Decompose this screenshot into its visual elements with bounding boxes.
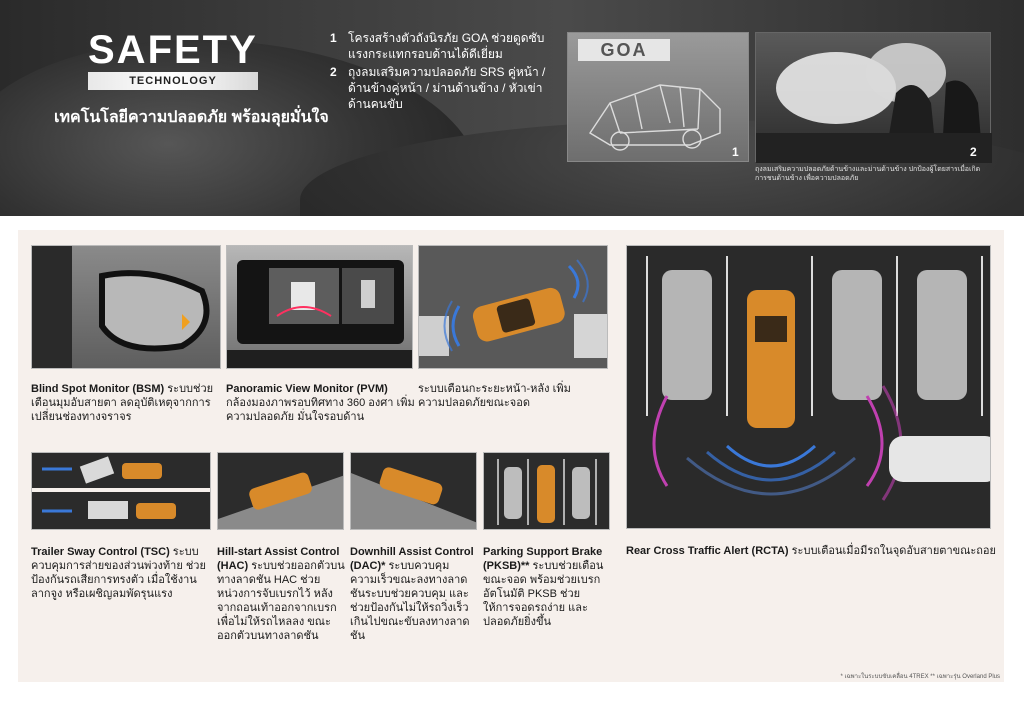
parking-brake-illustration (484, 453, 610, 530)
rcta-description: ระบบเตือนเมื่อมีรถในจุดอับสายตาขณะถอย (788, 545, 996, 557)
hac-description: ระบบช่วยออกตัวบนทางลาดชัน HAC ช่วยหน่วงการจับเบรกไว้ หลังจากถอนเท้าออกจากเบรก เพื่อไม่ให้รถไหลลง ขณะออกตัวบนทางลาดชัน (217, 560, 345, 642)
pvm-screen-image (226, 245, 413, 369)
trailer-sway-illustration (32, 453, 211, 530)
pksb-parking-image (483, 452, 610, 530)
pksb-description: ระบบช่วยเตือนขณะจอด พร้อมช่วยเบรกอัตโนมัติ PKSB ช่วยให้การจอดรถง่าย และปลอดภัยยิ่งขึ้น (483, 560, 604, 628)
goa-panel-number: 1 (732, 145, 739, 159)
pvm-caption (226, 382, 416, 424)
goa-body-image (567, 32, 749, 162)
pvm-display-illustration (227, 246, 413, 369)
tsc-caption (31, 545, 211, 601)
side-mirror-illustration (32, 246, 221, 369)
rcta-caption (626, 544, 996, 558)
dac-caption (350, 545, 478, 643)
parking-sensor-image (418, 245, 608, 369)
parking-sensor-caption (418, 382, 578, 410)
thai-tagline: เทคโนโลยีความปลอดภัย พร้อมลุยมั่นใจ (54, 109, 329, 126)
feature-number: 2 (330, 65, 337, 79)
feature-text: ถุงลมเสริมความปลอดภัย SRS คู่หน้า / ด้านข้างคู่หน้า / ม่านด้านข้าง / หัวเข่าด้านคนขับ (348, 65, 546, 111)
header-feature-list (330, 30, 560, 114)
technology-subtitle: TECHNOLOGY (88, 72, 258, 90)
rcta-parking-lot-image (626, 245, 991, 529)
safety-title: SAFETY (88, 28, 258, 72)
dac-title: Downhill Assist Control (DAC)* (350, 546, 474, 572)
goa-frame-illustration (580, 63, 730, 155)
header-feature-2 (330, 64, 560, 112)
dac-description: ระบบควบคุมความเร็วขณะลงทางลาดชันระบบช่วยควบคุม และช่วยป้องกันไม่ให้รถวิ่งเร็วเกินไปขณะขับลงทางลาดชัน (350, 560, 470, 642)
tsc-trailer-image (31, 452, 211, 530)
hac-caption (217, 545, 345, 643)
pksb-title: Parking Support Brake (PKSB)** (483, 546, 603, 572)
hill-start-illustration (218, 453, 344, 530)
bsm-description: ระบบช่วยเตือนมุมอับสายตา ลดอุบัติเหตุจากการเปลี่ยนช่องทางจราจร (31, 383, 214, 423)
airbag-panel-number: 2 (970, 145, 977, 159)
feature-number: 1 (330, 31, 337, 45)
dac-downhill-image (350, 452, 477, 530)
downhill-illustration (351, 453, 477, 530)
hac-hill-image (217, 452, 344, 530)
rcta-illustration (627, 246, 991, 529)
pvm-title: Panoramic View Monitor (PVM) (226, 383, 388, 395)
hac-title: Hill-start Assist Control (HAC) (217, 546, 340, 572)
goa-label: GOA (578, 39, 670, 61)
pksb-caption (483, 545, 611, 629)
tsc-description: ระบบควบคุมการส่ายของส่วนพ่วงท้าย ช่วยป้องกันรถเสียการทรงตัว เมื่อใช้งานลากจูง หรือเผชิญลมพัดรุนแรง (31, 546, 206, 600)
tsc-title: Trailer Sway Control (TSC) (31, 546, 170, 558)
bsm-mirror-image (31, 245, 221, 369)
airbag-caption: ถุงลมเสริมความปลอดภัยด้านข้างและม่านด้านข้าง ปกป้องผู้โดยสารเมื่อเกิดการชนด้านข้าง เพื่อความปลอดภัย (755, 166, 981, 182)
pvm-description: กล้องมองภาพรอบทิศทาง 360 องศา เพิ่มความปลอดภัย มั่นใจรอบด้าน (226, 397, 415, 423)
bsm-title: Blind Spot Monitor (BSM) (31, 383, 165, 395)
header-banner (0, 0, 1024, 216)
parking-sensor-description: ระบบเตือนกะระยะหน้า-หลัง เพิ่มความปลอดภัยขณะจอด (418, 383, 571, 409)
rcta-title: Rear Cross Traffic Alert (RCTA) (626, 545, 789, 557)
bsm-caption (31, 382, 223, 424)
feature-text: โครงสร้างตัวถังนิรภัย GOA ช่วยดูดซับแรงกระแทกรอบด้านได้ดีเยี่ยม (348, 31, 545, 61)
footnote: * เฉพาะในระบบขับเคลื่อน 4TREX ** เฉพาะรุ่น Overland Plus (840, 674, 1000, 680)
airbag-interior-image (755, 32, 991, 162)
airbag-illustration (756, 33, 992, 163)
parking-sensor-illustration (419, 246, 608, 369)
header-feature-1 (330, 30, 560, 62)
